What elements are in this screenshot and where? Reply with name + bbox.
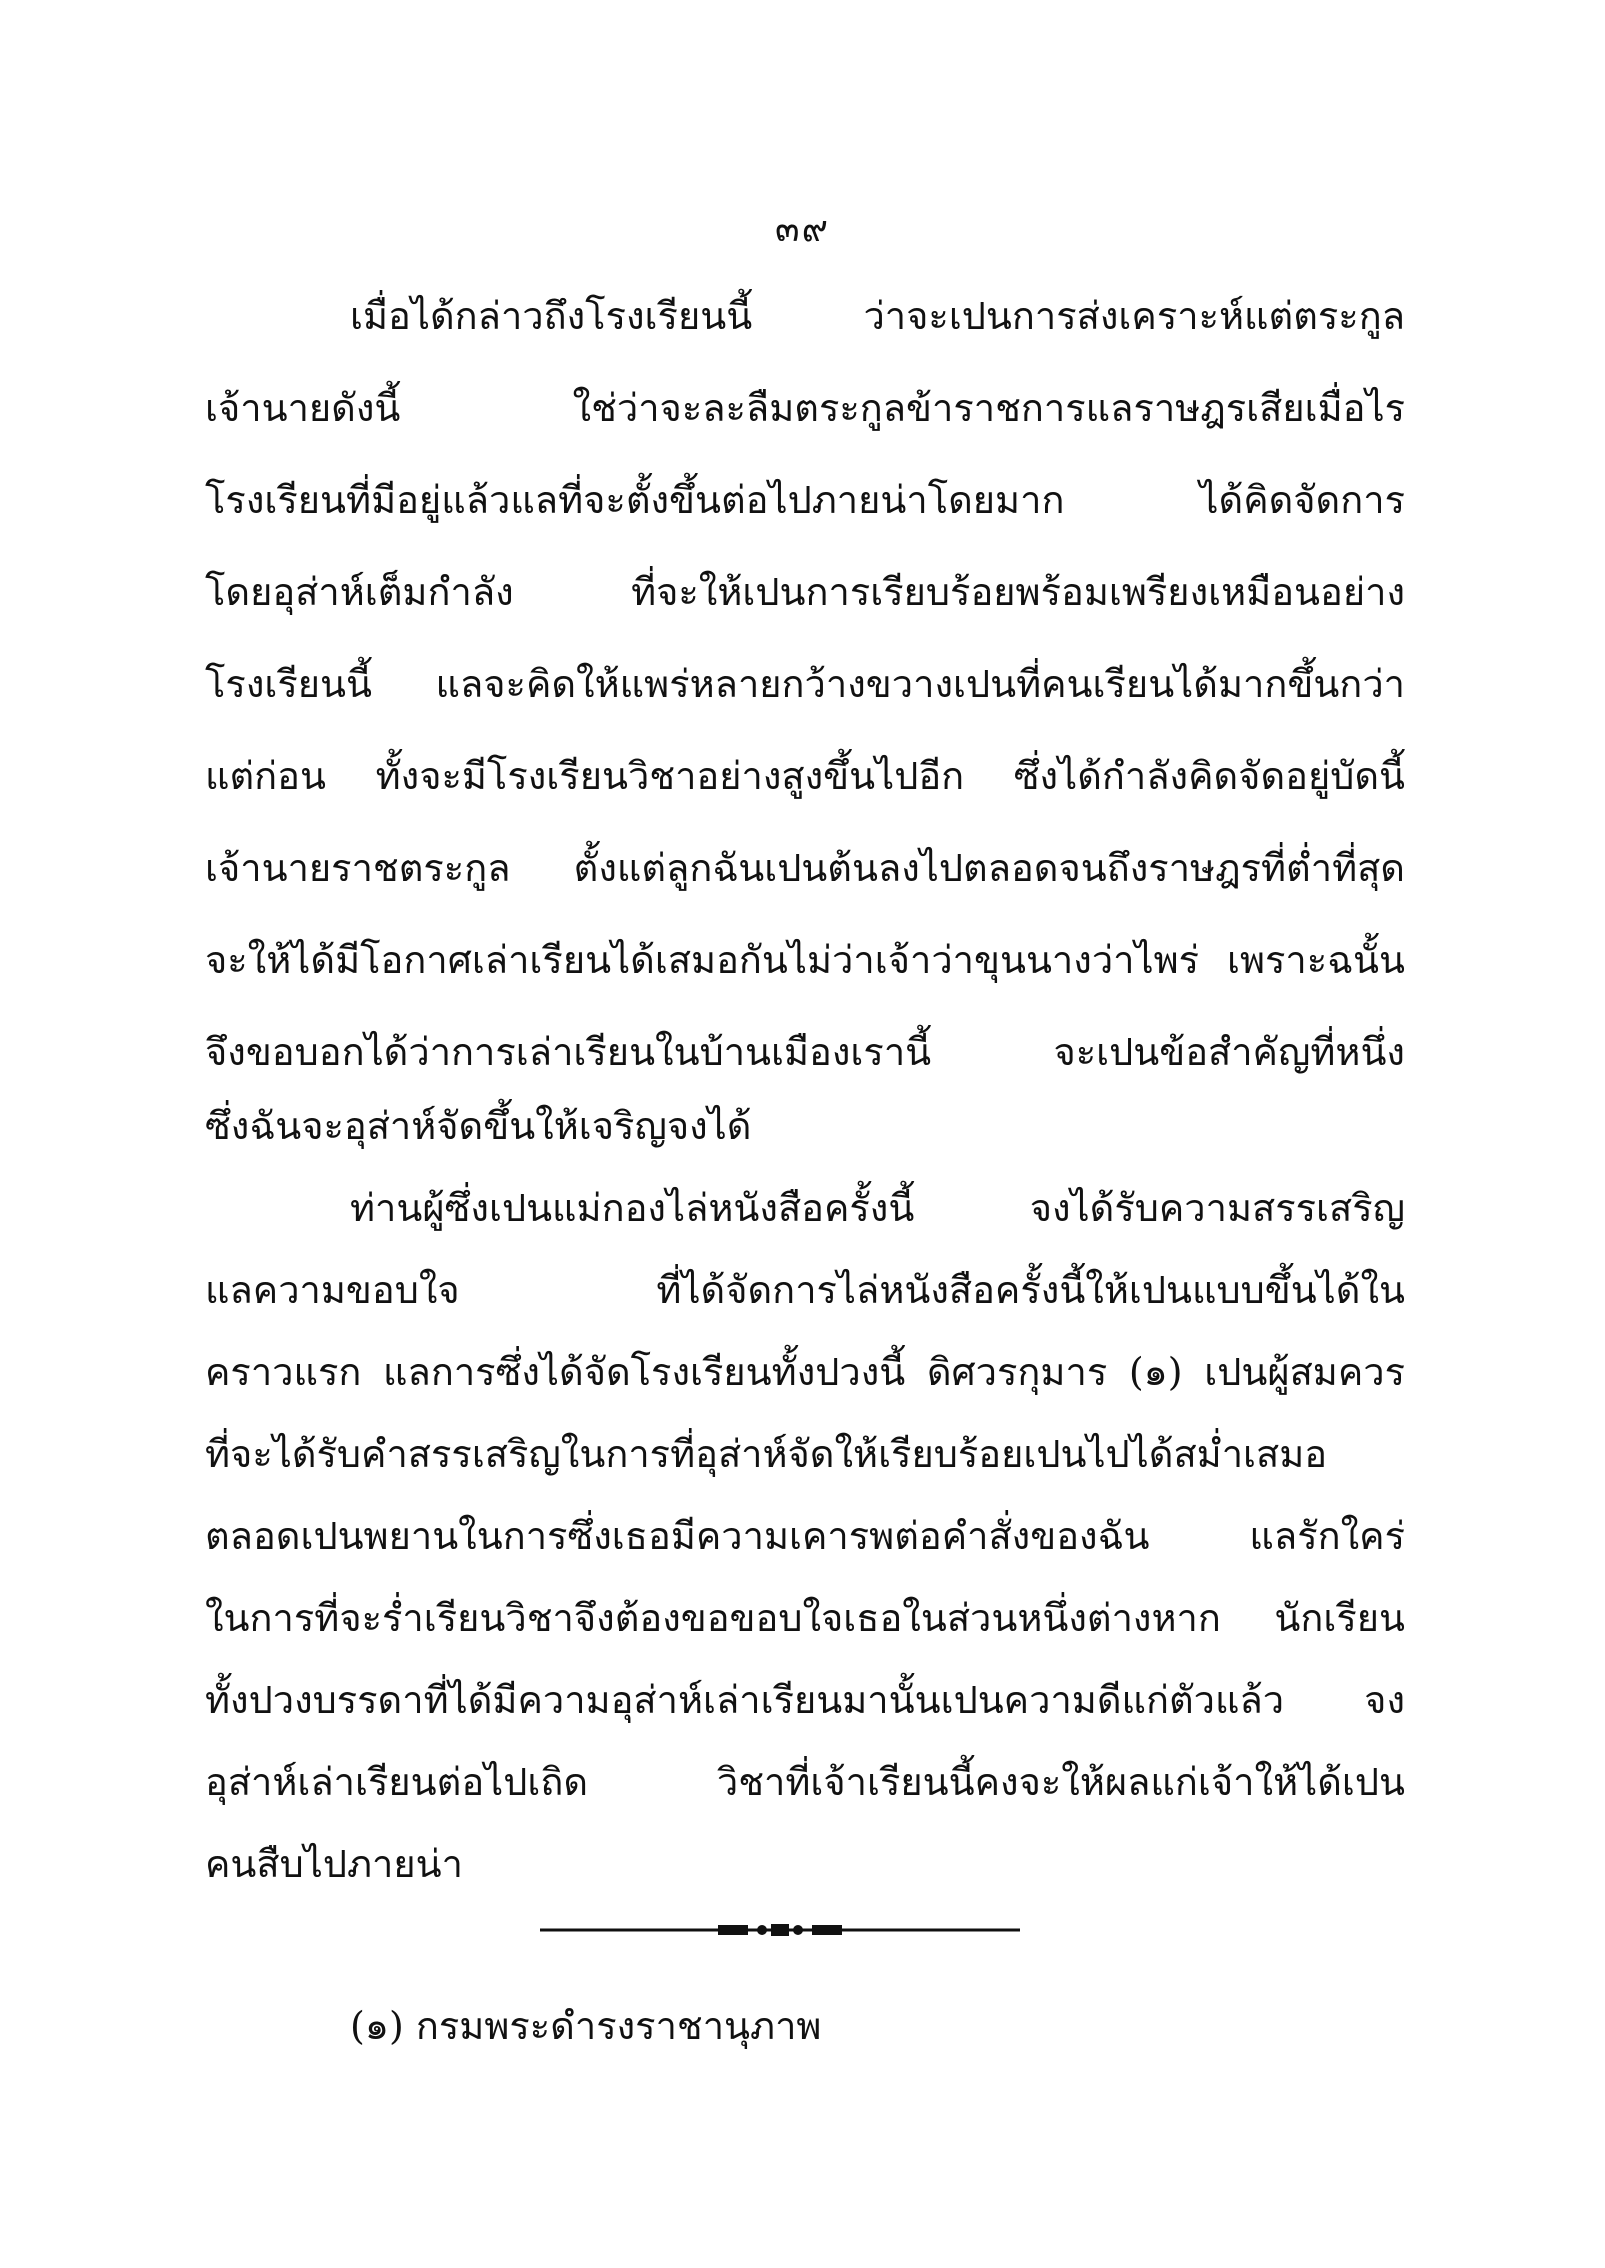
page-number: ๓๙ [775,209,830,250]
paragraph-2-line-8: อุส่าห์เล่าเรียนต่อไปเถิด วิชาที่เจ้าเรียนนี้คงจะให้ผลแก่เจ้าให้ได้เปน [205,1760,1405,1804]
paragraph-2-line-7: ทั้งปวงบรรดาที่ได้มีความอุส่าห์เล่าเรียนมานั้นเปนความดีแก่ตัวแล้ว จง [205,1678,1405,1722]
paragraph-2-line-4: ที่จะได้รับคำสรรเสริญในการที่อุส่าห์จัดให้เรียบร้อยเปนไปได้สม่ำเสมอ [205,1432,1328,1476]
paragraph-1-line-5: โรงเรียนนี้ แลจะคิดให้แพร่หลายกว้างขวางเปนที่คนเรียนได้มากขึ้นกว่า [205,662,1405,706]
paragraph-1-line-6: แต่ก่อน ทั้งจะมีโรงเรียนวิชาอย่างสูงขึ้นไปอีก ซึ่งได้กำลังคิดจัดอยู่บัดนี้ [205,754,1405,798]
paragraph-2-line-5: ตลอดเปนพยานในการซึ่งเธอมีความเคารพต่อคำสั่งของฉัน แลรักใคร่ [205,1514,1405,1558]
paragraph-1-line-9: จึงขอบอกได้ว่าการเล่าเรียนในบ้านเมืองเรานี้ จะเปนข้อสำคัญที่หนึ่ง [205,1030,1405,1074]
decorative-separator [540,1920,1020,1940]
paragraph-1-line-8: จะให้ได้มีโอกาศเล่าเรียนได้เสมอกันไม่ว่าเจ้าว่าขุนนางว่าไพร่ เพราะฉนั้น [205,938,1405,982]
paragraph-1-line-7: เจ้านายราชตระกูล ตั้งแต่ลูกฉันเปนต้นลงไปตลอดจนถึงราษฎรที่ต่ำที่สุด [205,846,1405,890]
paragraph-2-line-9: คนสืบไปภายน่า [205,1842,463,1886]
footnote: (๑) กรมพระดำรงราชานุภาพ [350,2004,822,2048]
paragraph-2-line-6: ในการที่จะร่ำเรียนวิชาจึงต้องขอขอบใจเธอในส่วนหนึ่งต่างหาก นักเรียน [205,1596,1405,1640]
paragraph-2-line-3: คราวแรก แลการซึ่งได้จัดโรงเรียนทั้งปวงนี้ ดิศวรกุมาร (๑) เปนผู้สมควร [205,1350,1405,1394]
paragraph-1-line-1: เมื่อได้กล่าวถึงโรงเรียนนี้ ว่าจะเปนการส่งเคราะห์แต่ตระกูล [350,294,1405,338]
paragraph-1-line-3: โรงเรียนที่มีอยู่แล้วแลที่จะตั้งขึ้นต่อไปภายน่าโดยมาก ได้คิดจัดการ [205,478,1405,522]
paragraph-1-line-10: ซึ่งฉันจะอุส่าห์จัดขึ้นให้เจริญจงได้ [205,1104,752,1148]
paragraph-1-line-4: โดยอุส่าห์เต็มกำลัง ที่จะให้เปนการเรียบร้อยพร้อมเพรียงเหมือนอย่าง [205,570,1405,614]
paragraph-2-line-2: แลความขอบใจ ที่ได้จัดการไล่หนังสือครั้งนี้ให้เปนแบบขึ้นได้ใน [205,1268,1405,1312]
paragraph-2-line-1: ท่านผู้ซึ่งเปนแม่กองไล่หนังสือครั้งนี้ จงได้รับความสรรเสริญ [350,1186,1405,1230]
paragraph-1-line-2: เจ้านายดังนี้ ใช่ว่าจะละลืมตระกูลข้าราชการแลราษฎรเสียเมื่อไร [205,386,1405,430]
